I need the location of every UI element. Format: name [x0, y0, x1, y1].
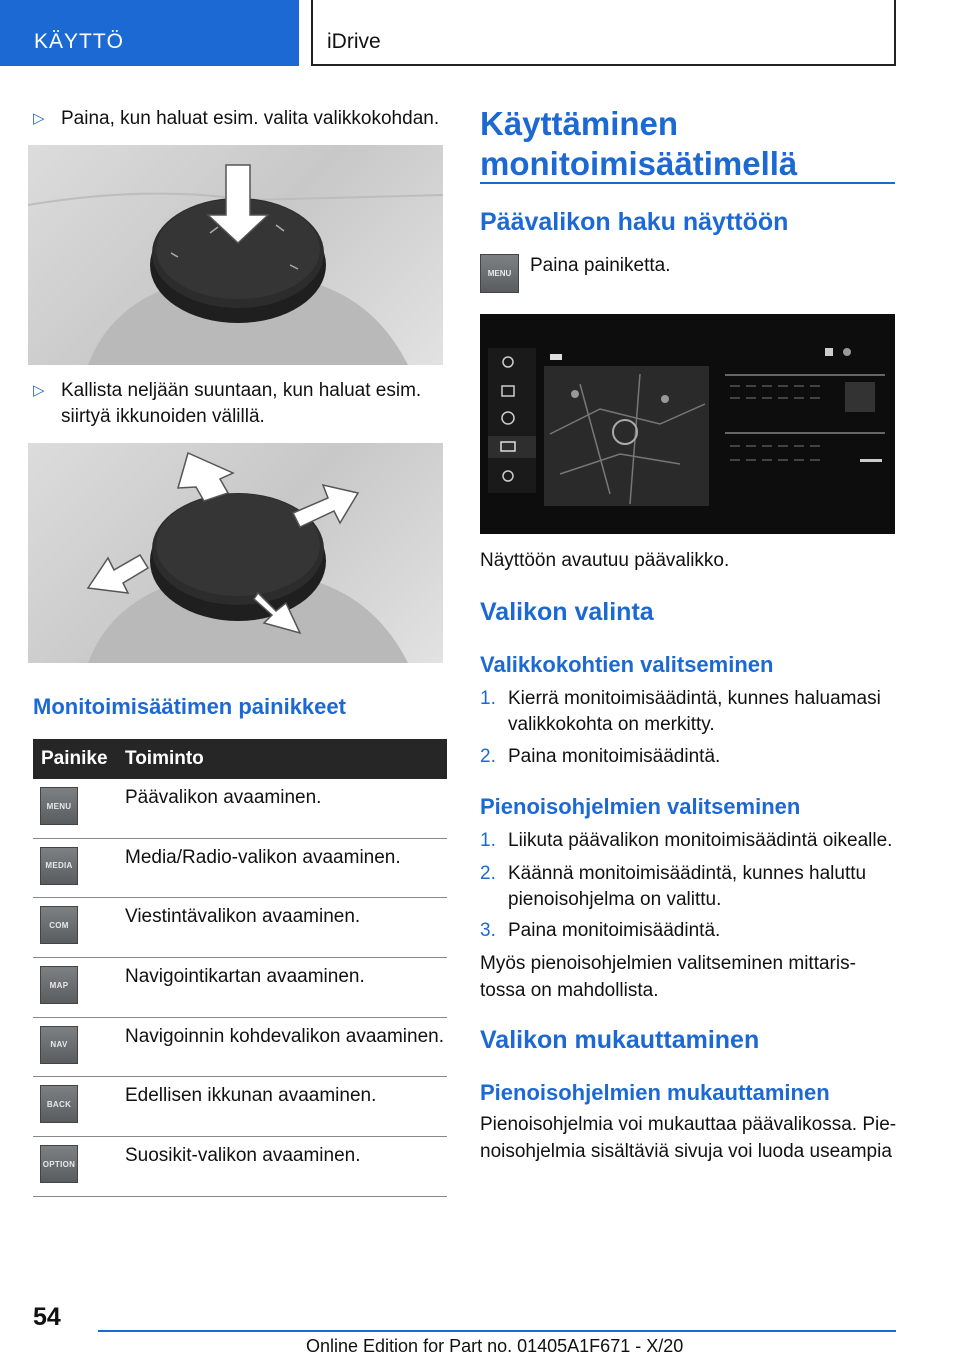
heading-menu-selection: Valikon valinta [480, 598, 654, 626]
chapter-tab [311, 0, 896, 66]
triangle-bullet-icon: ▷ [33, 110, 45, 127]
cluster-note: Myös pienoisohjelmien valitseminen mittaris- tossa on mahdollista. [480, 953, 856, 1001]
table-row: MEDIA Media/Radio-valikon avaaminen. [33, 839, 447, 899]
idrive-main-menu-screen [480, 314, 895, 534]
menu-button-icon: MENU [40, 787, 78, 825]
heading-customize-widgets: Pienoisohjelmien mukauttaminen [480, 1080, 830, 1105]
page-number: 54 [33, 1303, 61, 1331]
menu-button-icon: MENU [480, 254, 519, 293]
col-header-button: Painike [41, 748, 108, 769]
bullet-press: ▷ Paina, kun haluat esim. valita valikkokohdan. [33, 106, 453, 132]
table-row: MENU Päävalikon avaaminen. [33, 779, 447, 839]
map-button-icon: MAP [40, 966, 78, 1004]
list-item: 2. Paina monitoimisäädintä. [480, 746, 721, 767]
list-item: 1. Liikuta päävalikon monitoimisäädintä oikealle. [480, 830, 893, 851]
section-title: KÄYTTÖ [34, 30, 125, 53]
controller-tilt-image [28, 443, 443, 663]
heading-main-menu: Päävalikon haku näyttöön [480, 208, 789, 236]
table-row: BACK Edellisen ikkunan avaaminen. [33, 1077, 447, 1137]
table-row: NAV Navigoinnin kohdevalikon avaaminen. [33, 1018, 447, 1078]
chapter-title: iDrive [327, 30, 381, 53]
page-title: Käyttäminen monitoimisäätimellä [480, 105, 798, 182]
list-item: 3. Paina monitoimisäädintä. [480, 920, 721, 941]
customize-text: Pienoisohjelmia voi mukauttaa päävalikossa. Pie- noisohjelmia sisältäviä sivuja voi luoda useampia [480, 1114, 897, 1162]
bullet-tilt: ▷ Kallista neljään suuntaan, kun haluat esim. siirtyä ikkunoiden välillä. [33, 380, 422, 427]
option-button-icon: OPTION [40, 1145, 78, 1183]
section-tab [0, 0, 299, 66]
col-header-function: Toiminto [125, 748, 204, 769]
list-item: 1. Kierrä monitoimisäädintä, kunnes haluamasi valikkokohta on merkitty. [480, 688, 881, 735]
screen-opens-text: Näyttöön avautuu päävalikko. [480, 550, 730, 571]
com-button-icon: COM [40, 906, 78, 944]
list-item: 2. Käännä monitoimisäädintä, kunnes haluttu pienoisohjelma on valittu. [480, 863, 867, 910]
footer-edition: Online Edition for Part no. 01405A1F671 - X/20 [306, 1336, 684, 1356]
table-heading: Monitoimisäätimen painikkeet [33, 694, 346, 719]
footer-divider [98, 1330, 896, 1332]
media-button-icon: MEDIA [40, 847, 78, 885]
back-button-icon: BACK [40, 1085, 78, 1123]
table-row: COM Viestintävalikon avaaminen. [33, 898, 447, 958]
table-header [33, 739, 447, 779]
table-row: OPTION Suosikit-valikon avaaminen. [33, 1137, 447, 1197]
controller-press-image [28, 145, 443, 365]
nav-button-icon: NAV [40, 1026, 78, 1064]
triangle-bullet-icon: ▷ [33, 382, 45, 399]
table-row: MAP Navigointikartan avaaminen. [33, 958, 447, 1018]
heading-customize: Valikon mukauttaminen [480, 1026, 760, 1054]
title-divider [480, 182, 895, 184]
press-button-text: Paina painiketta. [530, 255, 671, 276]
heading-item-selection: Valikkokohtien valitseminen [480, 652, 774, 677]
heading-widget-selection: Pienoisohjelmien valitseminen [480, 794, 801, 819]
buttons-table [33, 739, 447, 1197]
